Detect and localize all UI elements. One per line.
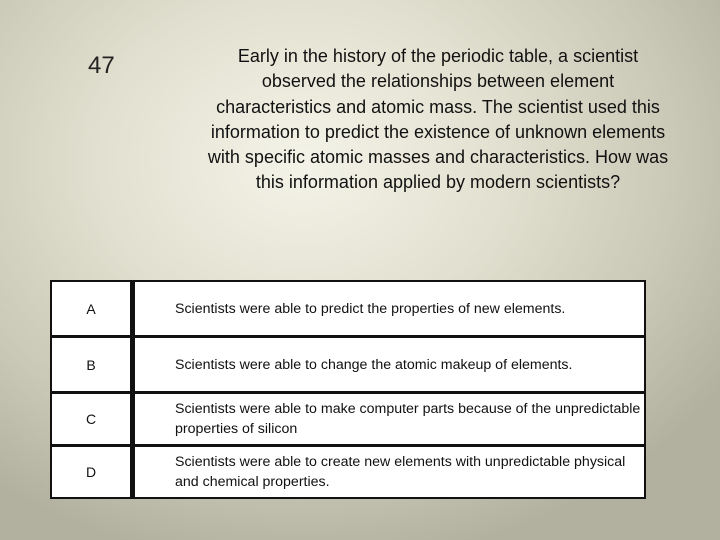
answer-text: Scientists were able to predict the properties of new elements.	[135, 282, 644, 335]
answer-text: Scientists were able to change the atomic makeup of elements.	[135, 338, 644, 391]
answer-row-c[interactable]	[52, 394, 644, 444]
question-text: Early in the history of the periodic table, a scientist observed the relationships between element characteristics and atomic mass. The scientist used this information to predict the existence of unknown elements with specific atomic masses and characteristics. How was this information applied by modern scientists?	[207, 46, 669, 193]
answer-row-a[interactable]	[52, 282, 644, 335]
answer-text: Scientists were able to make computer parts because of the unpredictable properties of silicon	[135, 394, 644, 444]
answer-row-d[interactable]	[52, 447, 644, 497]
answer-letter: C	[52, 394, 130, 444]
answer-table	[50, 280, 646, 499]
answer-letter: A	[52, 282, 130, 335]
question-number: 47	[88, 52, 115, 79]
answer-text: Scientists were able to create new elements with unpredictable physical and chemical properties.	[135, 447, 644, 497]
answer-letter: D	[52, 447, 130, 497]
answer-letter: B	[52, 338, 130, 391]
answer-row-b[interactable]	[52, 338, 644, 391]
